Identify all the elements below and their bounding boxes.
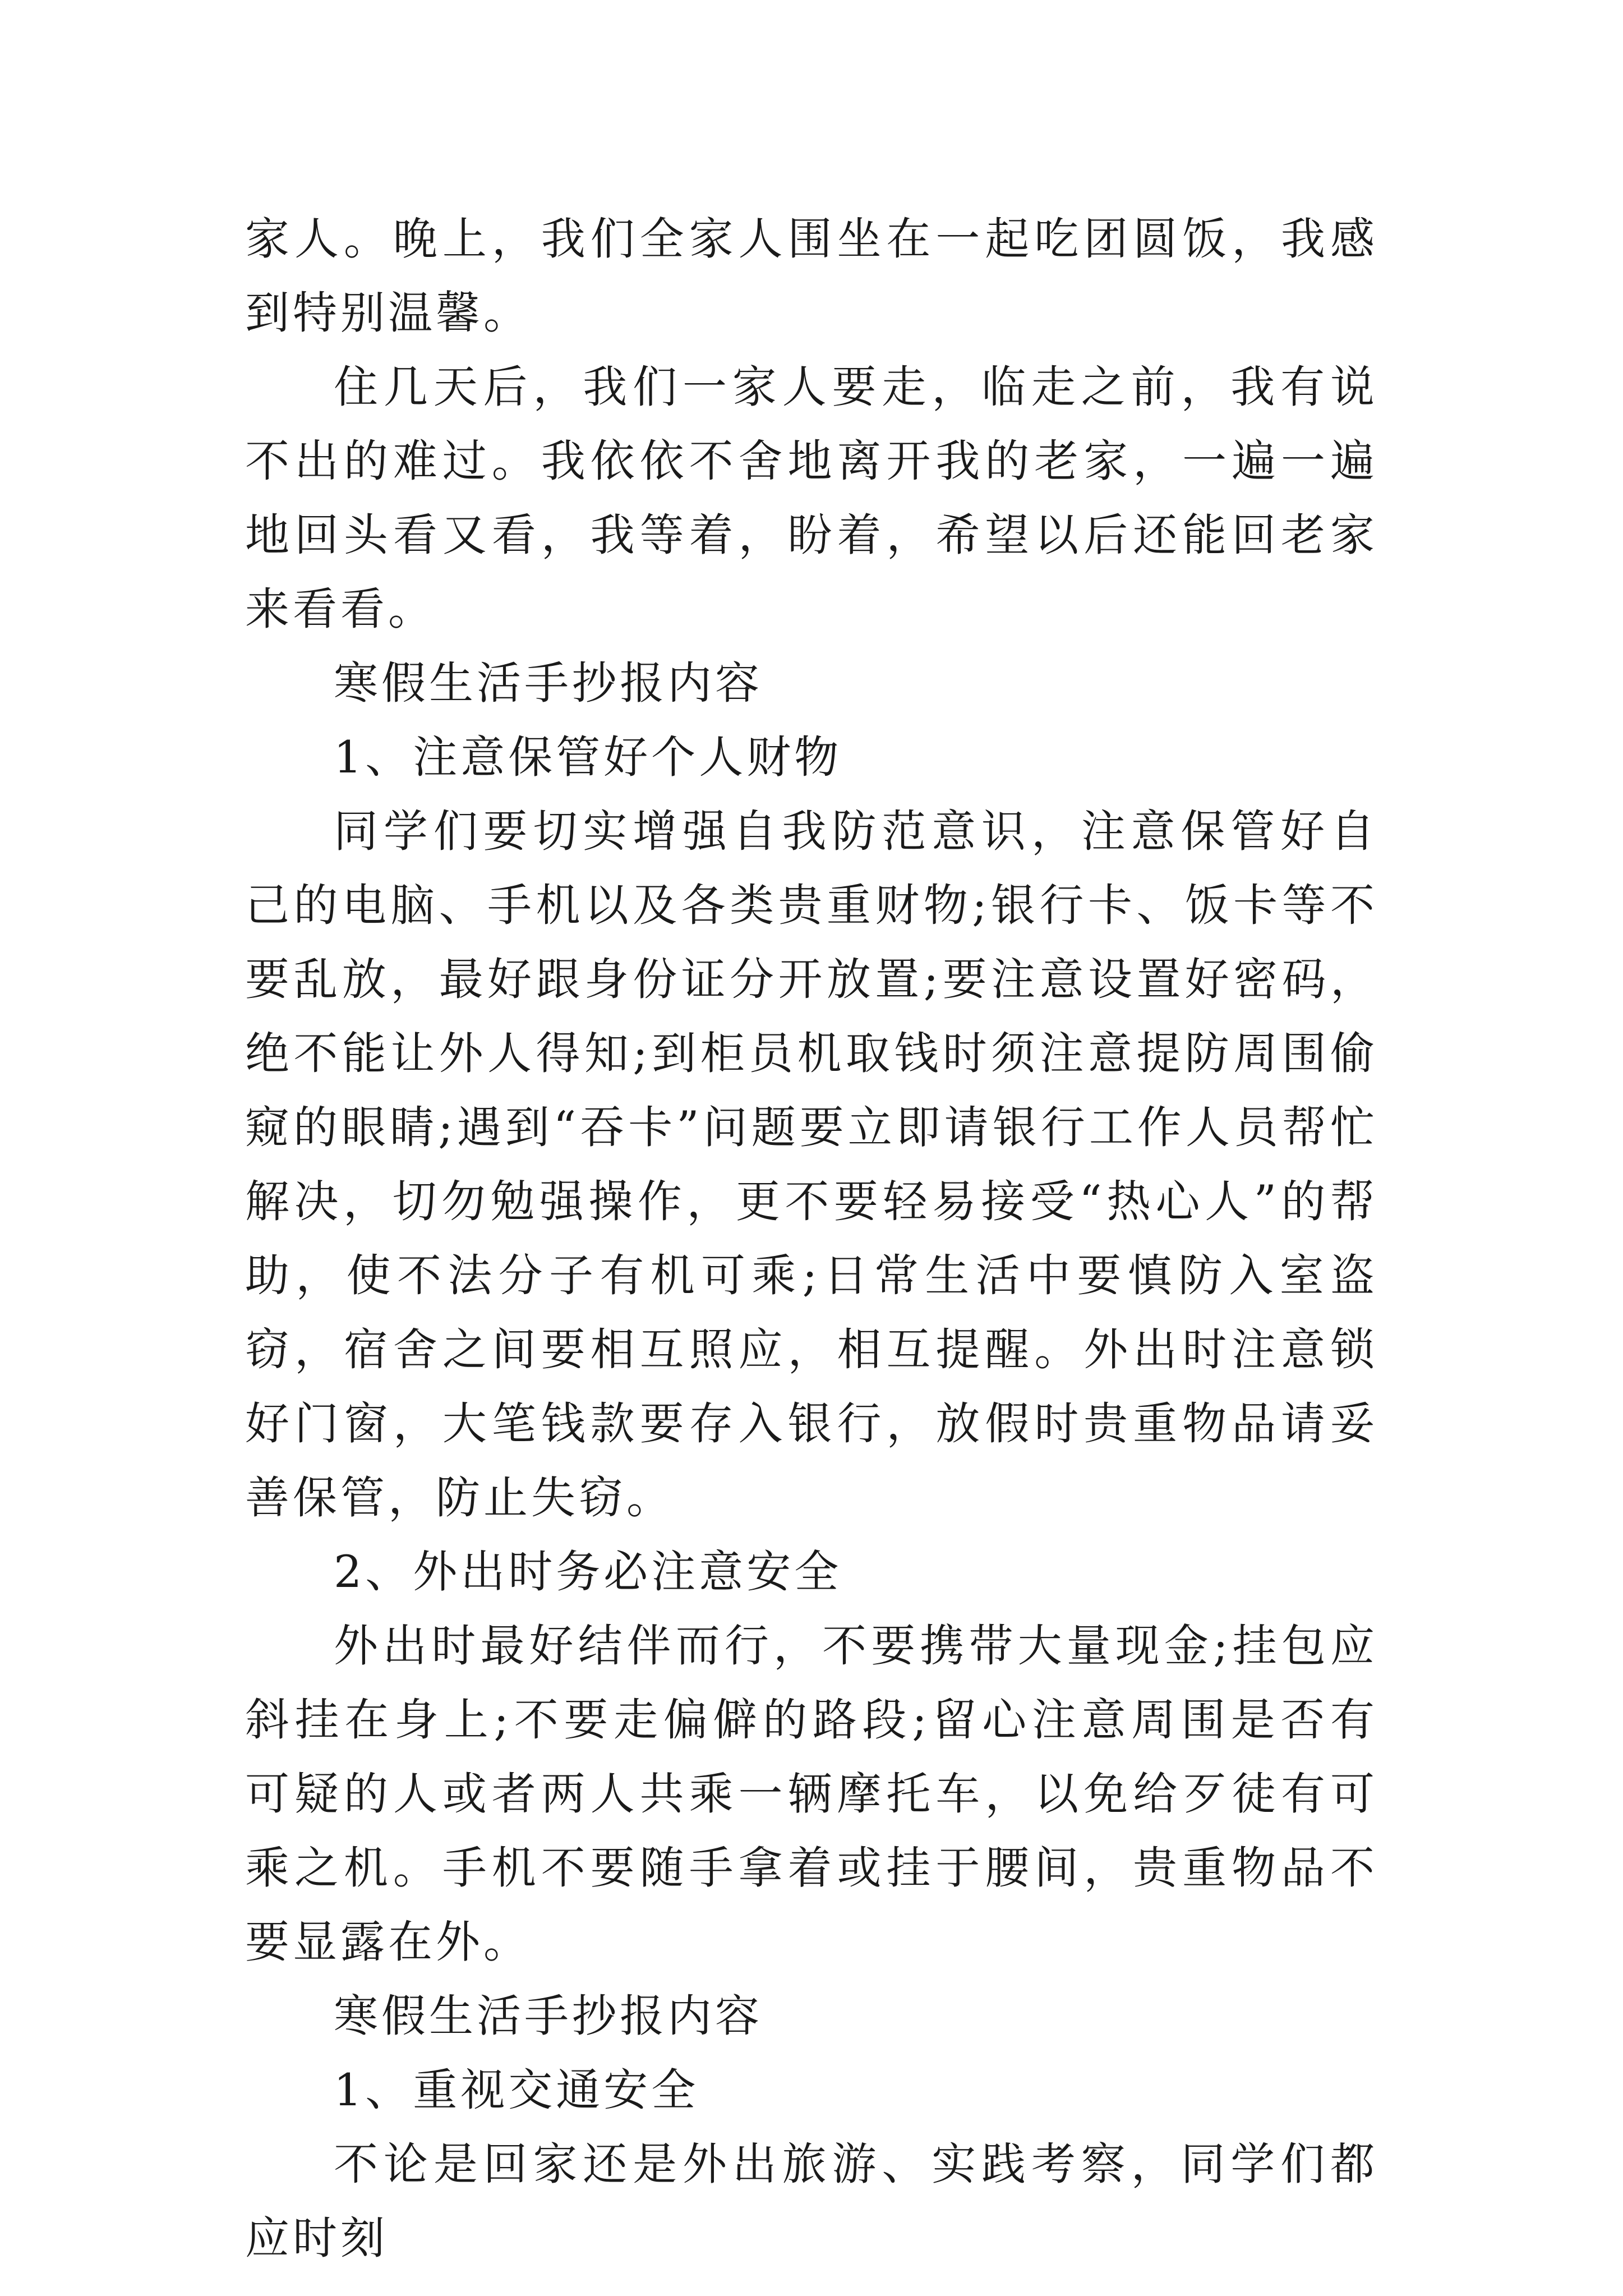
paragraph-outing-safety: 外出时最好结伴而行，不要携带大量现金;挂包应斜挂在身上;不要走偏僻的路段;留心注意周围是否有可疑的人或者两人共乘一辆摩托车，以免给歹徒有可乘之机。手机不要随手拿着或挂于腰间，贵重物品不要显露在外。 bbox=[245, 1620, 1378, 1968]
section-heading-2: 寒假生活手抄报内容 bbox=[334, 1990, 763, 2042]
document-body bbox=[245, 202, 1378, 2275]
subheading-traffic-safety: 1、重视交通安全 bbox=[334, 2064, 699, 2116]
section-heading-1: 寒假生活手抄报内容 bbox=[334, 657, 763, 709]
subheading-outing-safety: 2、外出时务必注意安全 bbox=[334, 1546, 842, 1598]
paragraph-2: 住几天后，我们一家人要走，临走之前，我有说不出的难过。我依依不舍地离开我的老家，一遍一遍地回头看又看，我等着，盼着，希望以后还能回老家来看看。 bbox=[245, 361, 1378, 635]
subheading-personal-property: 1、注意保管好个人财物 bbox=[334, 731, 842, 783]
paragraph-traffic-safety: 不论是回家还是外出旅游、实践考察，同学们都应时刻 bbox=[245, 2138, 1378, 2264]
paragraph-property-safety: 同学们要切实增强自我防范意识，注意保管好自己的电脑、手机以及各类贵重财物;银行卡、饭卡等不要乱放，最好跟身份证分开放置;要注意设置好密码，绝不能让外人得知;到柜员机取钱时须注意提防周围偷窥的眼睛;遇到“吞卡”问题要立即请银行工作人员帮忙解决，切勿勉强操作，更不要轻易接受“热心人”的帮助，使不法分子有机可乘;日常生活中要慎防入室盗窃，宿舍之间要相互照应，相互提醒。外出时注意锁好门窗，大笔钱款要存入银行，放假时贵重物品请妥善保管，防止失窃。 bbox=[245, 806, 1378, 1524]
paragraph-1: 家人。晚上，我们全家人围坐在一起吃团圆饭，我感到特别温馨。 bbox=[245, 213, 1378, 339]
